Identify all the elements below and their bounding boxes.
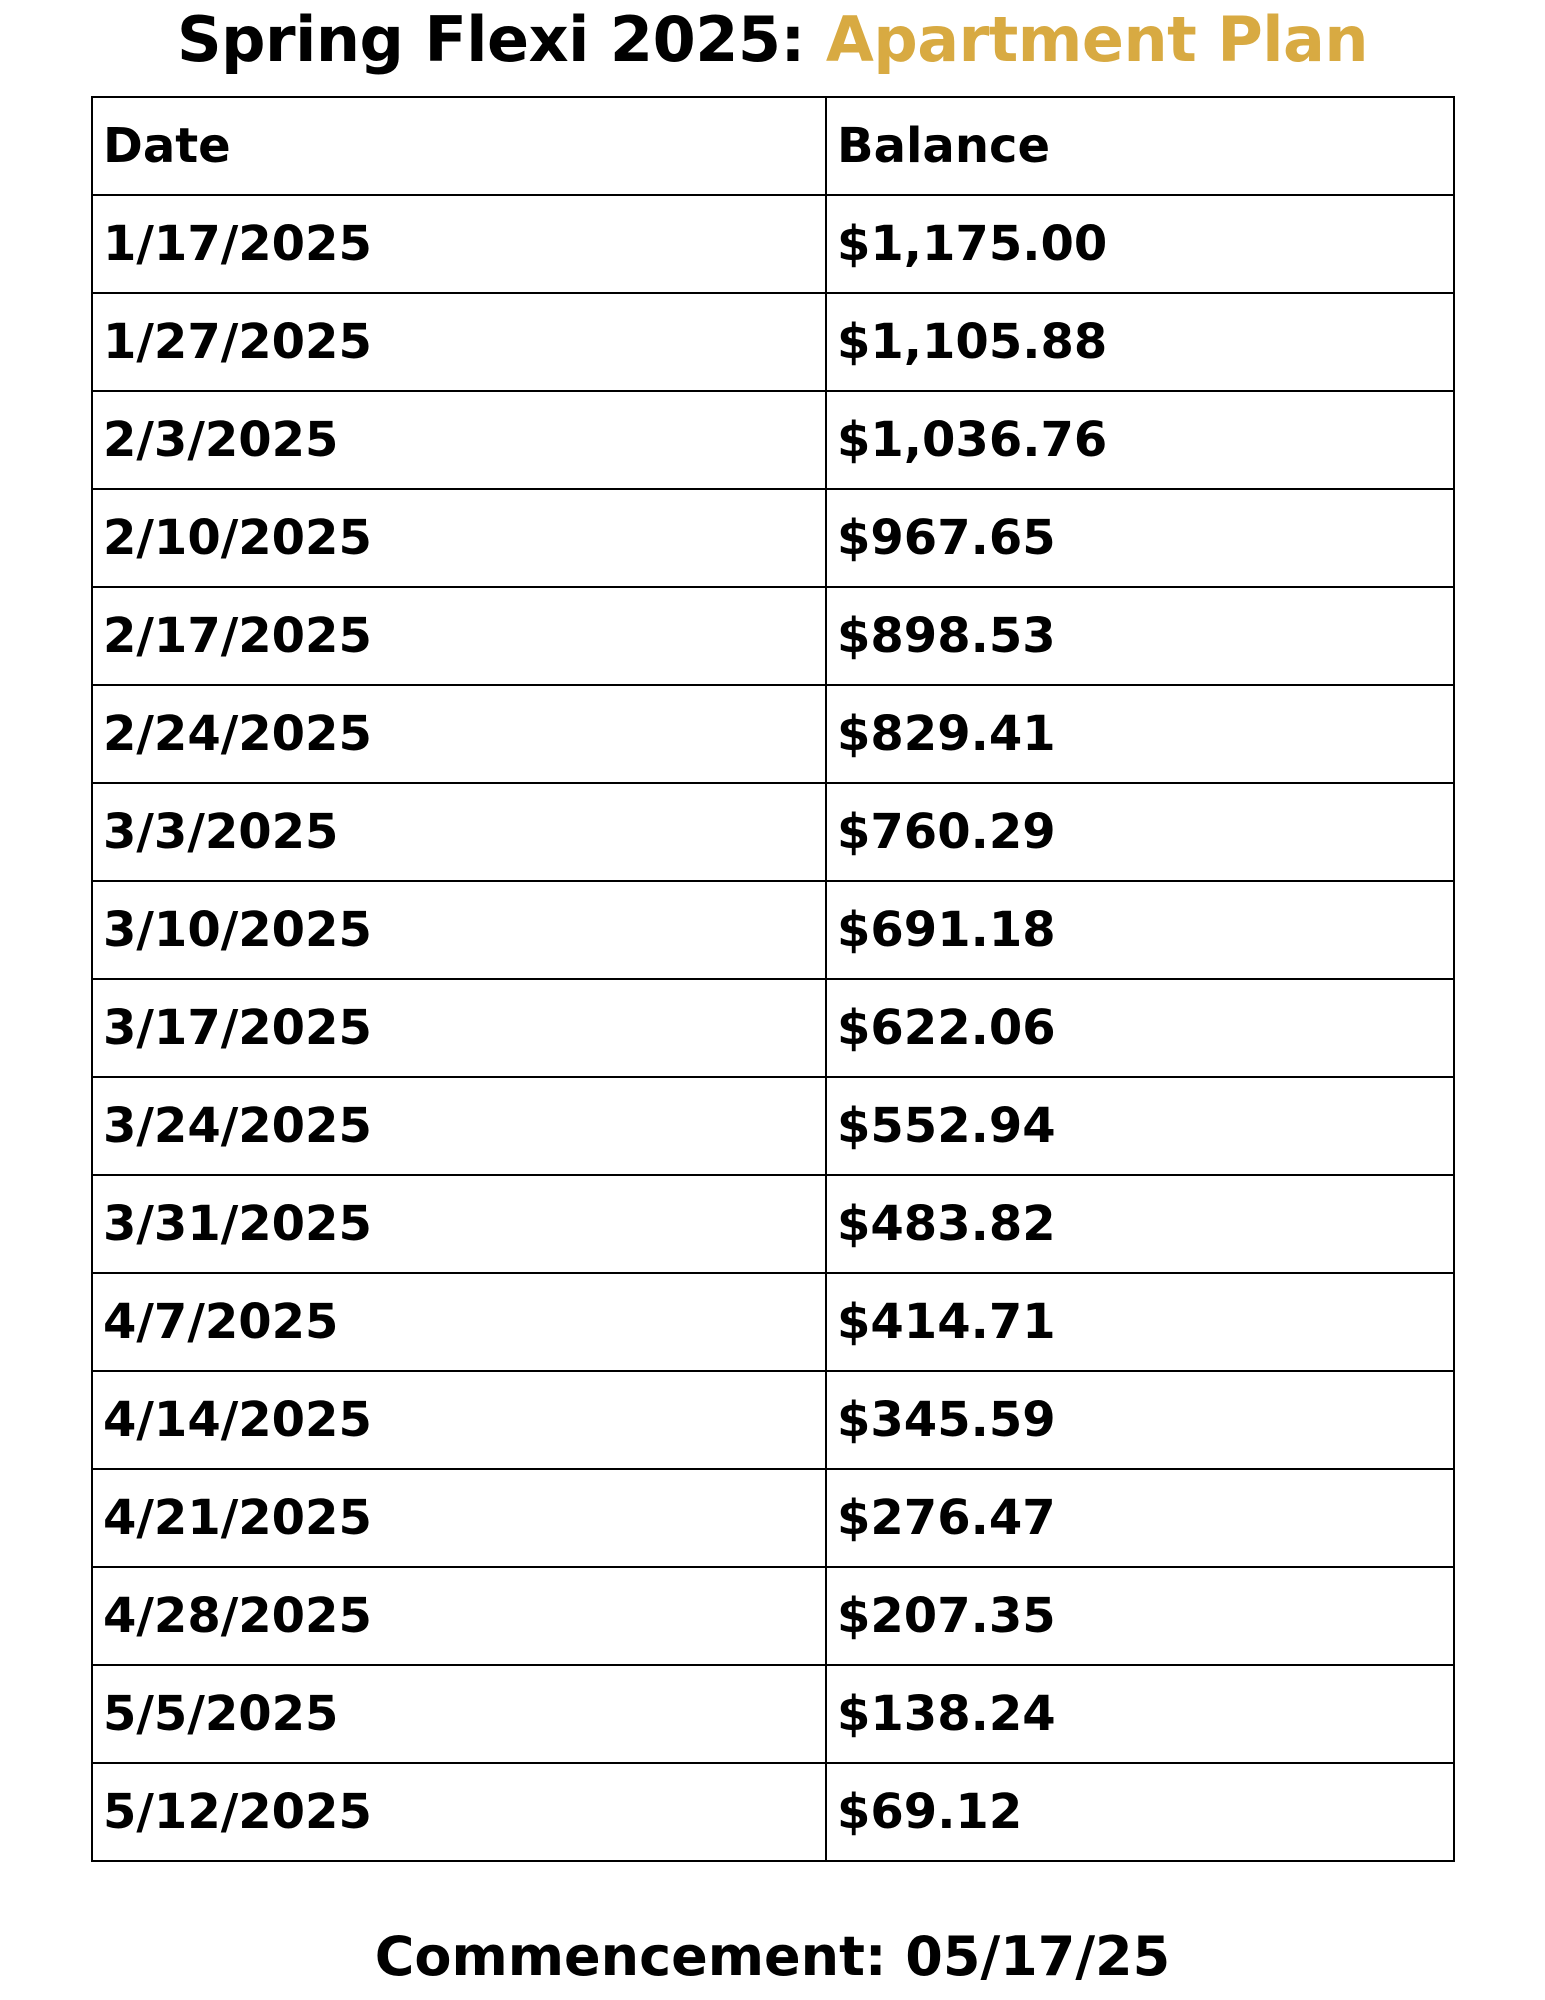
title-accent: Apartment Plan [825, 3, 1368, 76]
column-header-date: Date [92, 97, 826, 195]
table-row [92, 1077, 1454, 1175]
table-row [92, 1175, 1454, 1273]
date-cell: 3/31/2025 [92, 1175, 826, 1273]
date-cell: 2/3/2025 [92, 391, 826, 489]
date-cell: 3/3/2025 [92, 783, 826, 881]
table-header-row [92, 97, 1454, 195]
balance-cell: $691.18 [826, 881, 1454, 979]
date-cell: 3/10/2025 [92, 881, 826, 979]
balance-cell: $760.29 [826, 783, 1454, 881]
table-row [92, 1273, 1454, 1371]
balance-cell: $69.12 [826, 1763, 1454, 1861]
table-row [92, 587, 1454, 685]
balance-cell: $1,105.88 [826, 293, 1454, 391]
balance-cell: $207.35 [826, 1567, 1454, 1665]
balance-cell: $414.71 [826, 1273, 1454, 1371]
balance-cell: $276.47 [826, 1469, 1454, 1567]
balance-cell: $898.53 [826, 587, 1454, 685]
table-row [92, 1763, 1454, 1861]
date-cell: 2/24/2025 [92, 685, 826, 783]
table-row [92, 979, 1454, 1077]
date-cell: 1/17/2025 [92, 195, 826, 293]
table-row [92, 1665, 1454, 1763]
balance-cell: $1,036.76 [826, 391, 1454, 489]
balance-cell: $552.94 [826, 1077, 1454, 1175]
date-cell: 4/7/2025 [92, 1273, 826, 1371]
table-row [92, 195, 1454, 293]
table-row [92, 685, 1454, 783]
balance-cell: $829.41 [826, 685, 1454, 783]
table-row [92, 1567, 1454, 1665]
commencement-date: Commencement: 05/17/25 [374, 1925, 1171, 1988]
column-header-balance: Balance [826, 97, 1454, 195]
title-prefix: Spring Flexi 2025: [176, 3, 805, 76]
balance-cell: $345.59 [826, 1371, 1454, 1469]
table-row [92, 489, 1454, 587]
date-cell: 4/14/2025 [92, 1371, 826, 1469]
table-body [92, 195, 1454, 1861]
date-cell: 2/17/2025 [92, 587, 826, 685]
date-cell: 5/5/2025 [92, 1665, 826, 1763]
date-cell: 2/10/2025 [92, 489, 826, 587]
date-cell: 4/21/2025 [92, 1469, 826, 1567]
balance-cell: $622.06 [826, 979, 1454, 1077]
table-row [92, 1371, 1454, 1469]
balance-cell: $138.24 [826, 1665, 1454, 1763]
balance-cell: $483.82 [826, 1175, 1454, 1273]
date-cell: 3/24/2025 [92, 1077, 826, 1175]
table-row [92, 391, 1454, 489]
table-row [92, 783, 1454, 881]
payment-schedule-table [91, 96, 1455, 1862]
balance-cell: $967.65 [826, 489, 1454, 587]
table-row [92, 1469, 1454, 1567]
date-cell: 4/28/2025 [92, 1567, 826, 1665]
balance-cell: $1,175.00 [826, 195, 1454, 293]
date-cell: 5/12/2025 [92, 1763, 826, 1861]
page-title [0, 0, 1545, 80]
date-cell: 1/27/2025 [92, 293, 826, 391]
table-row [92, 881, 1454, 979]
table-row [92, 293, 1454, 391]
date-cell: 3/17/2025 [92, 979, 826, 1077]
